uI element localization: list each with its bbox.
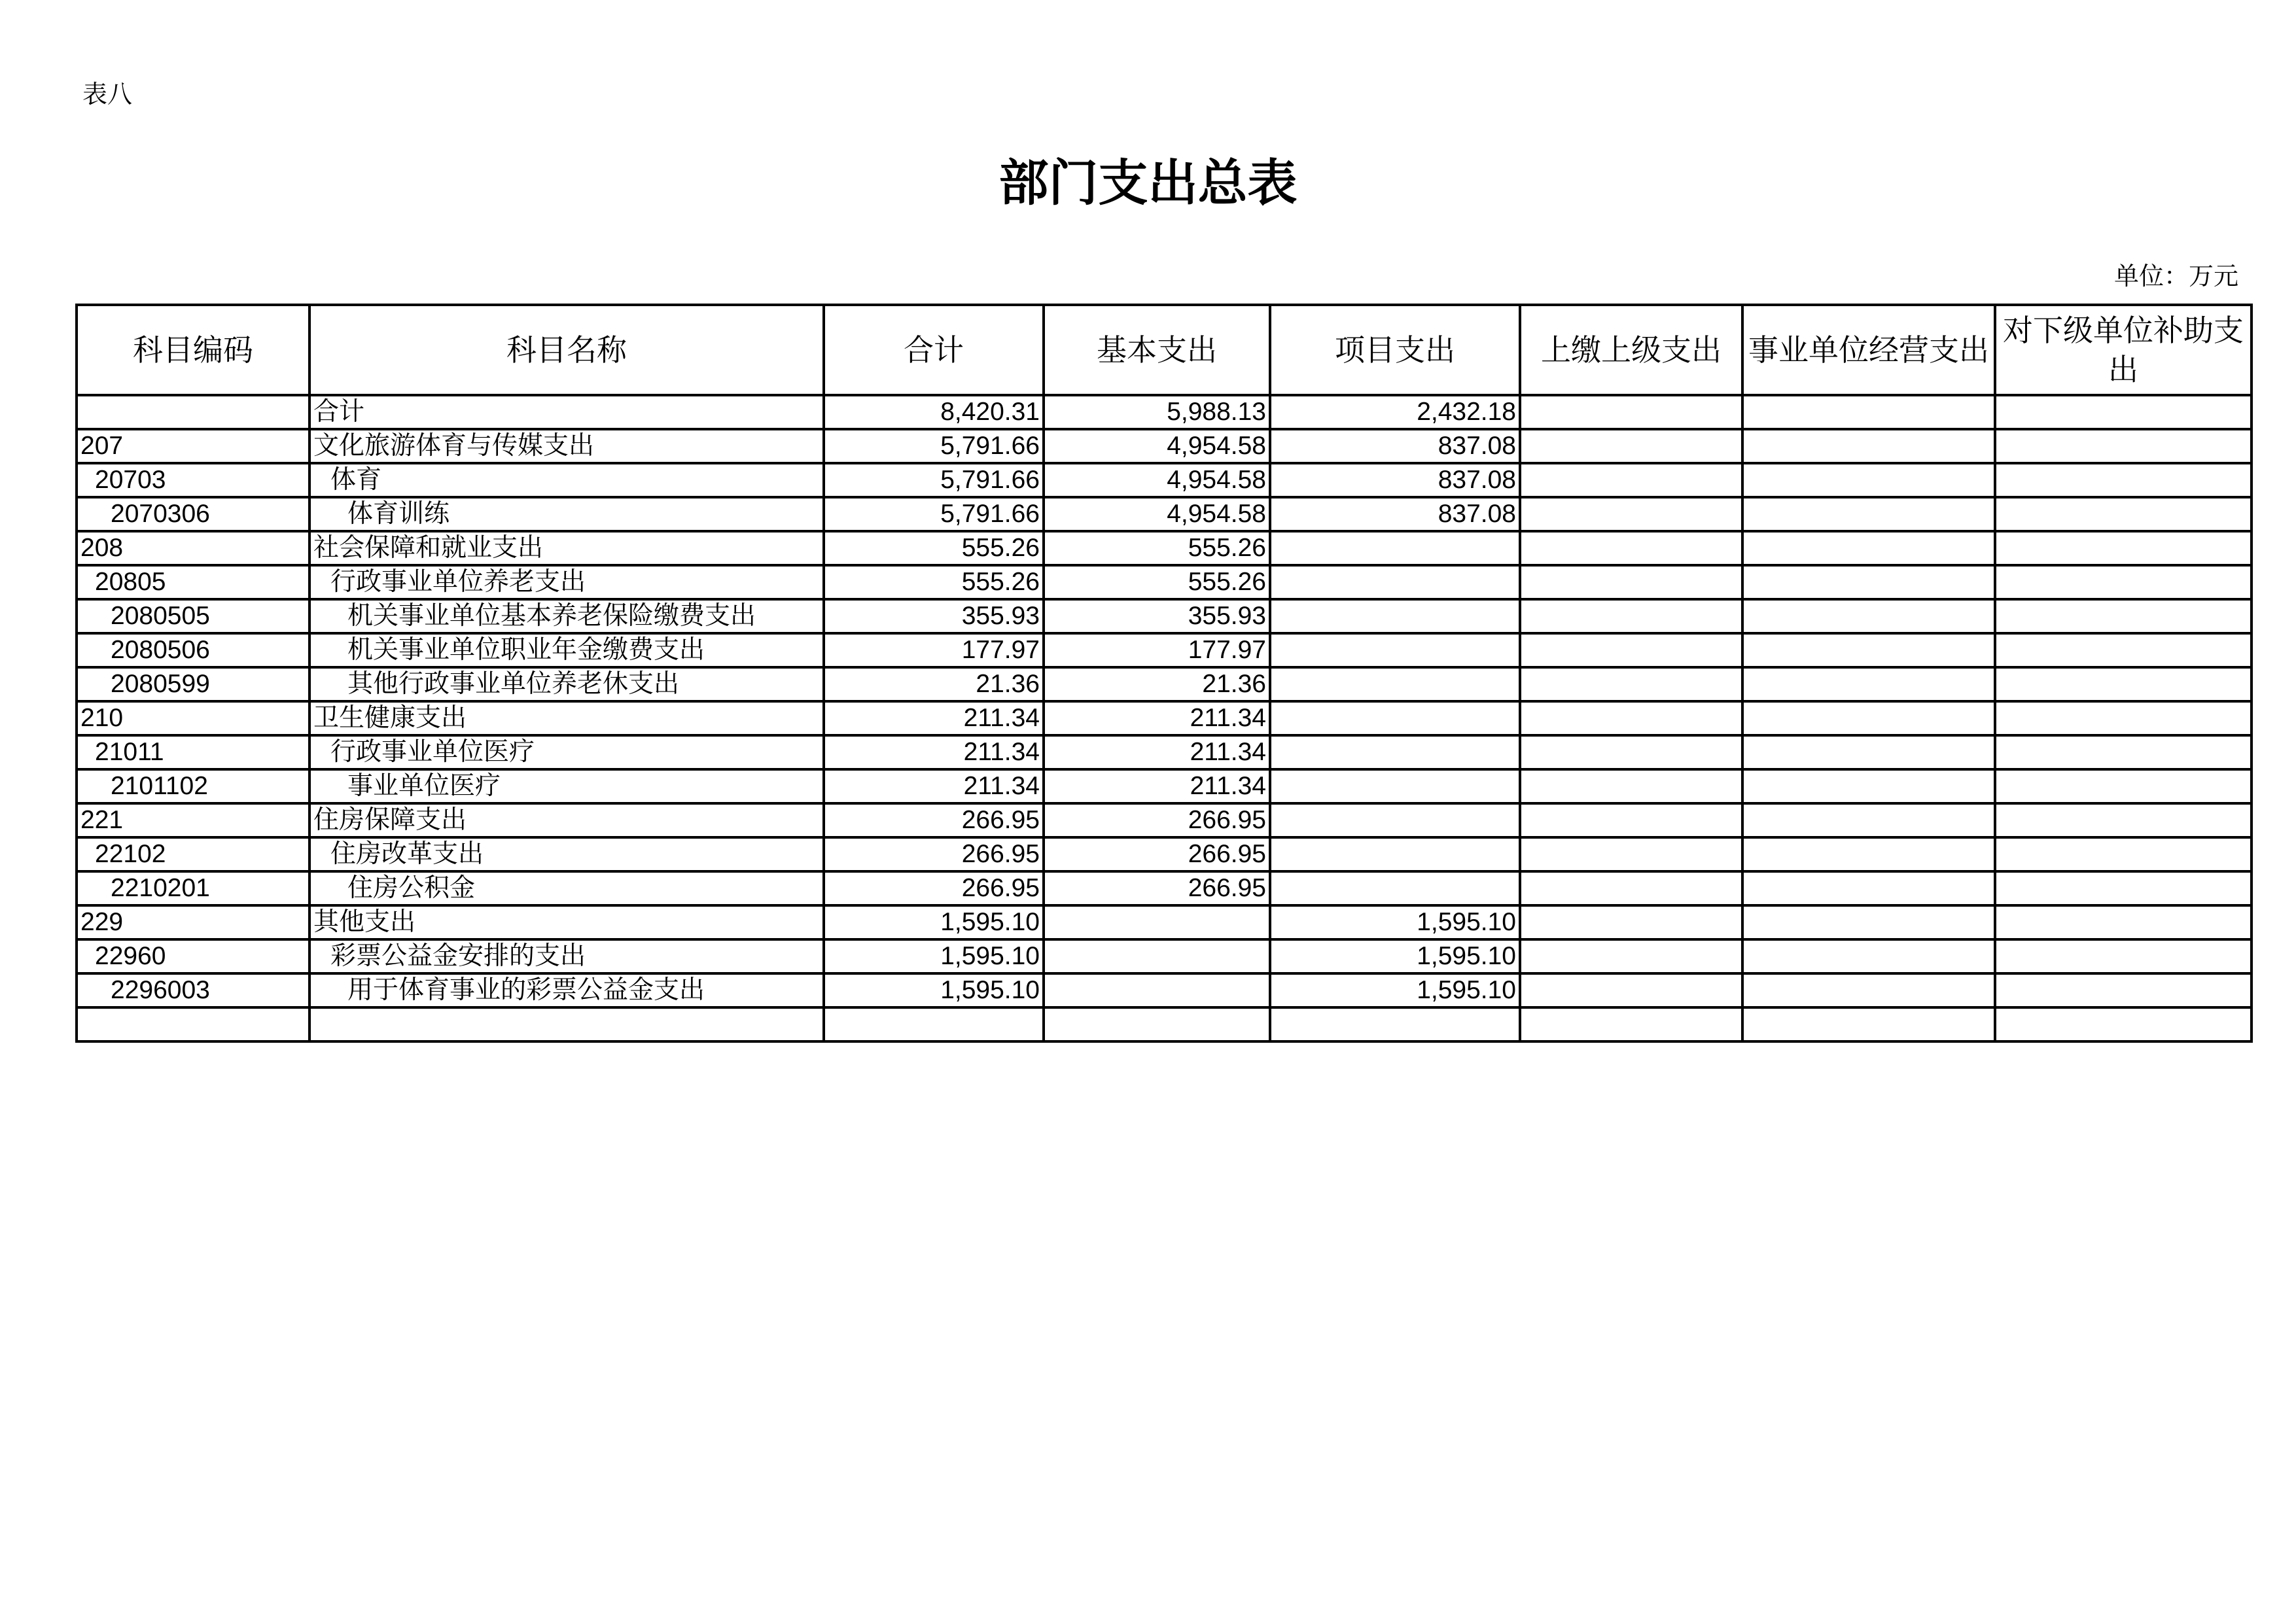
cell-project: 1,595.10 bbox=[1270, 939, 1520, 973]
cell-total: 21.36 bbox=[824, 667, 1044, 701]
cell-subsidy bbox=[1995, 395, 2252, 429]
cell-code: 22102 bbox=[77, 837, 309, 871]
cell-project bbox=[1270, 667, 1520, 701]
cell-name: 机关事业单位基本养老保险缴费支出 bbox=[309, 599, 824, 633]
cell-code: 221 bbox=[77, 803, 309, 837]
cell-name: 合计 bbox=[309, 395, 824, 429]
cell-total: 355.93 bbox=[824, 599, 1044, 633]
cell-code: 2080505 bbox=[77, 599, 309, 633]
cell-total bbox=[824, 1007, 1044, 1041]
cell-project bbox=[1270, 803, 1520, 837]
table-row bbox=[77, 735, 2252, 769]
header-basic: 基本支出 bbox=[1044, 305, 1270, 395]
cell-total: 5,791.66 bbox=[824, 497, 1044, 531]
cell-code: 22960 bbox=[77, 939, 309, 973]
cell-name: 体育训练 bbox=[309, 497, 824, 531]
cell-total: 266.95 bbox=[824, 871, 1044, 905]
cell-name: 用于体育事业的彩票公益金支出 bbox=[309, 973, 824, 1007]
cell-subsidy bbox=[1995, 905, 2252, 939]
expenditure-table bbox=[75, 304, 2253, 1043]
cell-project: 837.08 bbox=[1270, 497, 1520, 531]
cell-name bbox=[309, 1007, 824, 1041]
cell-upper bbox=[1520, 769, 1742, 803]
cell-upper bbox=[1520, 531, 1742, 565]
cell-business bbox=[1742, 769, 1995, 803]
table-row bbox=[77, 769, 2252, 803]
cell-name: 行政事业单位医疗 bbox=[309, 735, 824, 769]
cell-project bbox=[1270, 871, 1520, 905]
cell-name: 住房公积金 bbox=[309, 871, 824, 905]
cell-business bbox=[1742, 667, 1995, 701]
cell-upper bbox=[1520, 633, 1742, 667]
cell-basic: 21.36 bbox=[1044, 667, 1270, 701]
table-label: 表八 bbox=[82, 80, 133, 109]
cell-name: 社会保障和就业支出 bbox=[309, 531, 824, 565]
page-title: 部门支出总表 bbox=[998, 154, 1298, 212]
cell-subsidy bbox=[1995, 735, 2252, 769]
cell-code: 2070306 bbox=[77, 497, 309, 531]
header-code: 科目编码 bbox=[77, 305, 309, 395]
cell-basic: 355.93 bbox=[1044, 599, 1270, 633]
cell-code: 20805 bbox=[77, 565, 309, 599]
cell-code: 2101102 bbox=[77, 769, 309, 803]
table-row bbox=[77, 599, 2252, 633]
table-row bbox=[77, 633, 2252, 667]
table-body bbox=[77, 395, 2252, 1041]
cell-code: 20703 bbox=[77, 463, 309, 497]
cell-total: 8,420.31 bbox=[824, 395, 1044, 429]
cell-subsidy bbox=[1995, 769, 2252, 803]
cell-basic: 4,954.58 bbox=[1044, 429, 1270, 463]
cell-project: 837.08 bbox=[1270, 463, 1520, 497]
cell-subsidy bbox=[1995, 463, 2252, 497]
cell-subsidy bbox=[1995, 973, 2252, 1007]
cell-code: 2296003 bbox=[77, 973, 309, 1007]
cell-business bbox=[1742, 1007, 1995, 1041]
cell-subsidy bbox=[1995, 701, 2252, 735]
cell-total: 1,595.10 bbox=[824, 939, 1044, 973]
cell-basic: 266.95 bbox=[1044, 803, 1270, 837]
cell-upper bbox=[1520, 565, 1742, 599]
cell-basic bbox=[1044, 939, 1270, 973]
cell-business bbox=[1742, 735, 1995, 769]
table-row bbox=[77, 701, 2252, 735]
cell-upper bbox=[1520, 429, 1742, 463]
cell-business bbox=[1742, 973, 1995, 1007]
cell-basic: 555.26 bbox=[1044, 531, 1270, 565]
cell-business bbox=[1742, 395, 1995, 429]
cell-business bbox=[1742, 701, 1995, 735]
cell-upper bbox=[1520, 973, 1742, 1007]
cell-upper bbox=[1520, 871, 1742, 905]
table-row bbox=[77, 939, 2252, 973]
cell-code: 210 bbox=[77, 701, 309, 735]
cell-project bbox=[1270, 633, 1520, 667]
table-row bbox=[77, 463, 2252, 497]
cell-subsidy bbox=[1995, 837, 2252, 871]
cell-total: 211.34 bbox=[824, 701, 1044, 735]
cell-business bbox=[1742, 803, 1995, 837]
cell-subsidy bbox=[1995, 565, 2252, 599]
table-row bbox=[77, 871, 2252, 905]
cell-total: 1,595.10 bbox=[824, 973, 1044, 1007]
cell-project bbox=[1270, 769, 1520, 803]
table-row bbox=[77, 667, 2252, 701]
cell-business bbox=[1742, 599, 1995, 633]
cell-total: 211.34 bbox=[824, 735, 1044, 769]
cell-code: 2080506 bbox=[77, 633, 309, 667]
cell-business bbox=[1742, 429, 1995, 463]
cell-total: 266.95 bbox=[824, 803, 1044, 837]
cell-name: 机关事业单位职业年金缴费支出 bbox=[309, 633, 824, 667]
cell-basic bbox=[1044, 905, 1270, 939]
cell-business bbox=[1742, 939, 1995, 973]
cell-upper bbox=[1520, 939, 1742, 973]
cell-name: 事业单位医疗 bbox=[309, 769, 824, 803]
cell-code: 2210201 bbox=[77, 871, 309, 905]
cell-subsidy bbox=[1995, 1007, 2252, 1041]
cell-upper bbox=[1520, 837, 1742, 871]
header-name: 科目名称 bbox=[309, 305, 824, 395]
cell-upper bbox=[1520, 497, 1742, 531]
cell-project: 2,432.18 bbox=[1270, 395, 1520, 429]
table-row bbox=[77, 905, 2252, 939]
cell-business bbox=[1742, 531, 1995, 565]
cell-code: 208 bbox=[77, 531, 309, 565]
cell-subsidy bbox=[1995, 531, 2252, 565]
cell-business bbox=[1742, 871, 1995, 905]
cell-total: 177.97 bbox=[824, 633, 1044, 667]
cell-subsidy bbox=[1995, 667, 2252, 701]
cell-name: 文化旅游体育与传媒支出 bbox=[309, 429, 824, 463]
cell-project bbox=[1270, 701, 1520, 735]
header-upper: 上缴上级支出 bbox=[1520, 305, 1742, 395]
cell-basic: 211.34 bbox=[1044, 769, 1270, 803]
cell-code: 21011 bbox=[77, 735, 309, 769]
cell-subsidy bbox=[1995, 599, 2252, 633]
cell-project bbox=[1270, 1007, 1520, 1041]
cell-upper bbox=[1520, 701, 1742, 735]
table-row bbox=[77, 531, 2252, 565]
cell-project: 1,595.10 bbox=[1270, 973, 1520, 1007]
cell-upper bbox=[1520, 1007, 1742, 1041]
cell-name: 其他行政事业单位养老休支出 bbox=[309, 667, 824, 701]
header-total: 合计 bbox=[824, 305, 1044, 395]
cell-basic: 266.95 bbox=[1044, 871, 1270, 905]
table-row bbox=[77, 395, 2252, 429]
cell-total: 5,791.66 bbox=[824, 463, 1044, 497]
cell-name: 住房保障支出 bbox=[309, 803, 824, 837]
cell-business bbox=[1742, 633, 1995, 667]
cell-total: 266.95 bbox=[824, 837, 1044, 871]
cell-project: 1,595.10 bbox=[1270, 905, 1520, 939]
cell-total: 5,791.66 bbox=[824, 429, 1044, 463]
table-row bbox=[77, 837, 2252, 871]
cell-upper bbox=[1520, 905, 1742, 939]
cell-subsidy bbox=[1995, 803, 2252, 837]
cell-total: 555.26 bbox=[824, 565, 1044, 599]
cell-upper bbox=[1520, 803, 1742, 837]
cell-basic: 211.34 bbox=[1044, 735, 1270, 769]
table-row bbox=[77, 497, 2252, 531]
table-row bbox=[77, 1007, 2252, 1041]
cell-subsidy bbox=[1995, 633, 2252, 667]
cell-subsidy bbox=[1995, 871, 2252, 905]
cell-upper bbox=[1520, 395, 1742, 429]
cell-code: 207 bbox=[77, 429, 309, 463]
cell-project bbox=[1270, 837, 1520, 871]
cell-name: 住房改革支出 bbox=[309, 837, 824, 871]
cell-basic: 5,988.13 bbox=[1044, 395, 1270, 429]
cell-subsidy bbox=[1995, 429, 2252, 463]
table-row bbox=[77, 973, 2252, 1007]
cell-project bbox=[1270, 565, 1520, 599]
cell-business bbox=[1742, 565, 1995, 599]
cell-subsidy bbox=[1995, 939, 2252, 973]
table-row bbox=[77, 565, 2252, 599]
cell-code bbox=[77, 395, 309, 429]
header-subsidy: 对下级单位补助支出 bbox=[1995, 305, 2252, 395]
cell-code bbox=[77, 1007, 309, 1041]
cell-business bbox=[1742, 497, 1995, 531]
cell-name: 体育 bbox=[309, 463, 824, 497]
cell-upper bbox=[1520, 667, 1742, 701]
cell-basic: 555.26 bbox=[1044, 565, 1270, 599]
cell-upper bbox=[1520, 599, 1742, 633]
cell-business bbox=[1742, 905, 1995, 939]
cell-business bbox=[1742, 463, 1995, 497]
cell-project bbox=[1270, 735, 1520, 769]
cell-name: 行政事业单位养老支出 bbox=[309, 565, 824, 599]
cell-total: 211.34 bbox=[824, 769, 1044, 803]
cell-upper bbox=[1520, 463, 1742, 497]
cell-basic: 266.95 bbox=[1044, 837, 1270, 871]
cell-basic: 177.97 bbox=[1044, 633, 1270, 667]
cell-code: 2080599 bbox=[77, 667, 309, 701]
unit-note: 单位：万元 bbox=[2113, 262, 2238, 290]
cell-name: 卫生健康支出 bbox=[309, 701, 824, 735]
table-row bbox=[77, 803, 2252, 837]
table-row bbox=[77, 429, 2252, 463]
cell-name: 其他支出 bbox=[309, 905, 824, 939]
header-business: 事业单位经营支出 bbox=[1742, 305, 1995, 395]
cell-project: 837.08 bbox=[1270, 429, 1520, 463]
cell-basic: 211.34 bbox=[1044, 701, 1270, 735]
cell-name: 彩票公益金安排的支出 bbox=[309, 939, 824, 973]
cell-upper bbox=[1520, 735, 1742, 769]
cell-code: 229 bbox=[77, 905, 309, 939]
cell-basic: 4,954.58 bbox=[1044, 497, 1270, 531]
header-project: 项目支出 bbox=[1270, 305, 1520, 395]
header-row bbox=[77, 305, 2252, 395]
cell-subsidy bbox=[1995, 497, 2252, 531]
cell-business bbox=[1742, 837, 1995, 871]
cell-total: 555.26 bbox=[824, 531, 1044, 565]
cell-project bbox=[1270, 599, 1520, 633]
cell-basic bbox=[1044, 1007, 1270, 1041]
cell-project bbox=[1270, 531, 1520, 565]
cell-basic: 4,954.58 bbox=[1044, 463, 1270, 497]
cell-total: 1,595.10 bbox=[824, 905, 1044, 939]
cell-basic bbox=[1044, 973, 1270, 1007]
